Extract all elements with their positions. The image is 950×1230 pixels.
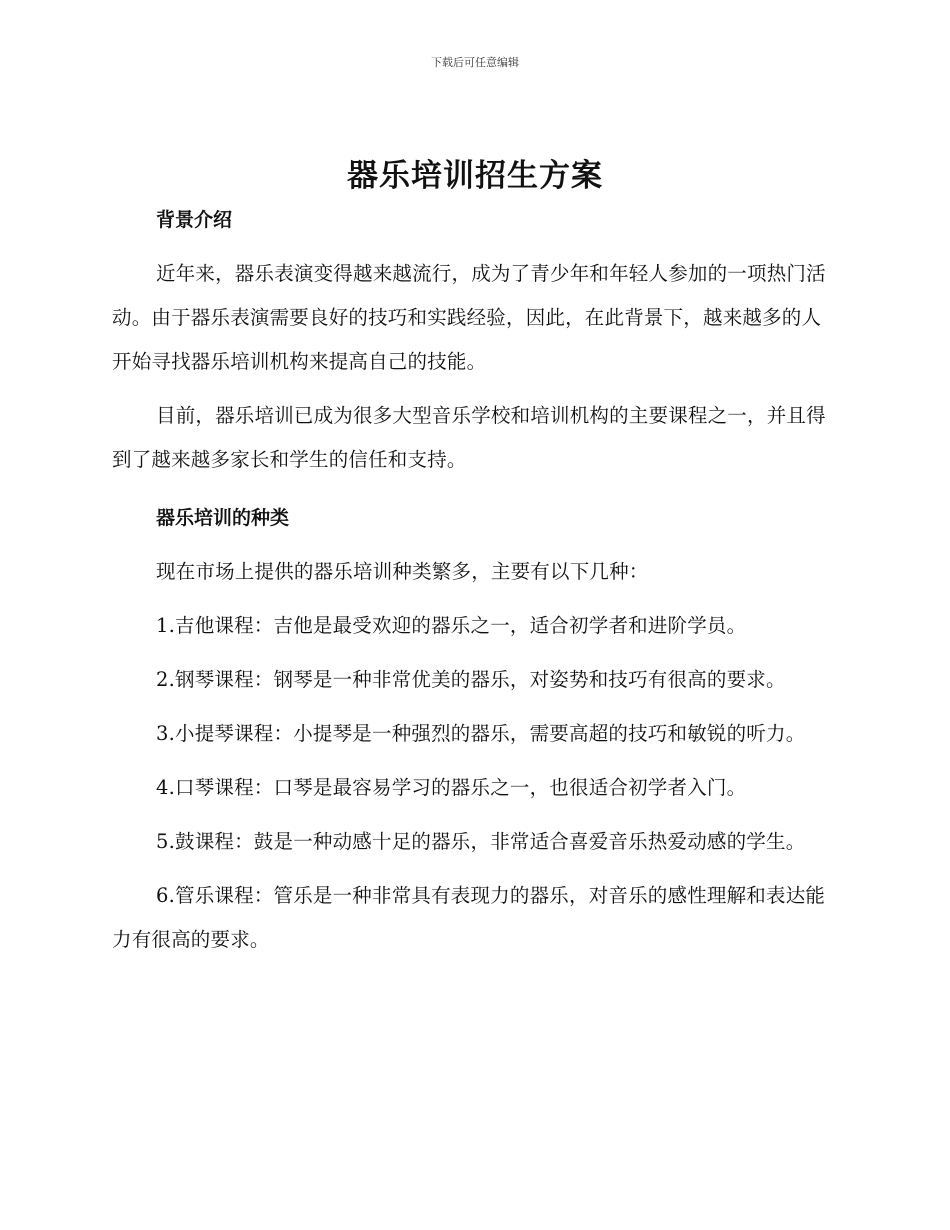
- types-intro-paragraph: 现在市场上提供的器乐培训种类繁多，主要有以下几种：: [156, 560, 649, 583]
- list-item-guitar: 1.吉他课程：吉他是最受欢迎的器乐之一，适合初学者和进阶学员。: [156, 614, 747, 637]
- header-note: 下载后可任意编辑: [431, 56, 519, 69]
- background-paragraph-2: 目前，器乐培训已成为很多大型音乐学校和培训机构的主要课程之一，并且得到了越来越多家长和学生的信任和支持。: [112, 404, 826, 471]
- background-paragraph-1: 近年来，器乐表演变得越来越流行，成为了青少年和年轻人参加的一项热门活动。由于器乐表演需要良好的技巧和实践经验，因此，在此背景下，越来越多的人开始寻找器乐培训机构来提高自己的技能。: [112, 262, 826, 373]
- list-item-violin: 3.小提琴课程：小提琴是一种强烈的器乐，需要高超的技巧和敏锐的听力。: [156, 722, 806, 745]
- section-heading-background: 背景介绍: [156, 209, 233, 231]
- list-item-wind-instruments: 6.管乐课程：管乐是一种非常具有表现力的器乐，对音乐的感性理解和表达能力有很高的要求。: [112, 884, 826, 951]
- list-item-harmonica: 4.口琴课程：口琴是最容易学习的器乐之一，也很适合初学者入门。: [156, 776, 747, 799]
- section-heading-types: 器乐培训的种类: [156, 507, 290, 529]
- document-title: 器乐培训招生方案: [347, 158, 603, 194]
- document-body: [112, 202, 830, 962]
- list-item-drums: 5.鼓课程：鼓是一种动感十足的器乐，非常适合喜爱音乐热爱动感的学生。: [156, 830, 806, 853]
- list-item-piano: 2.钢琴课程：钢琴是一种非常优美的器乐，对姿势和技巧有很高的要求。: [156, 668, 786, 691]
